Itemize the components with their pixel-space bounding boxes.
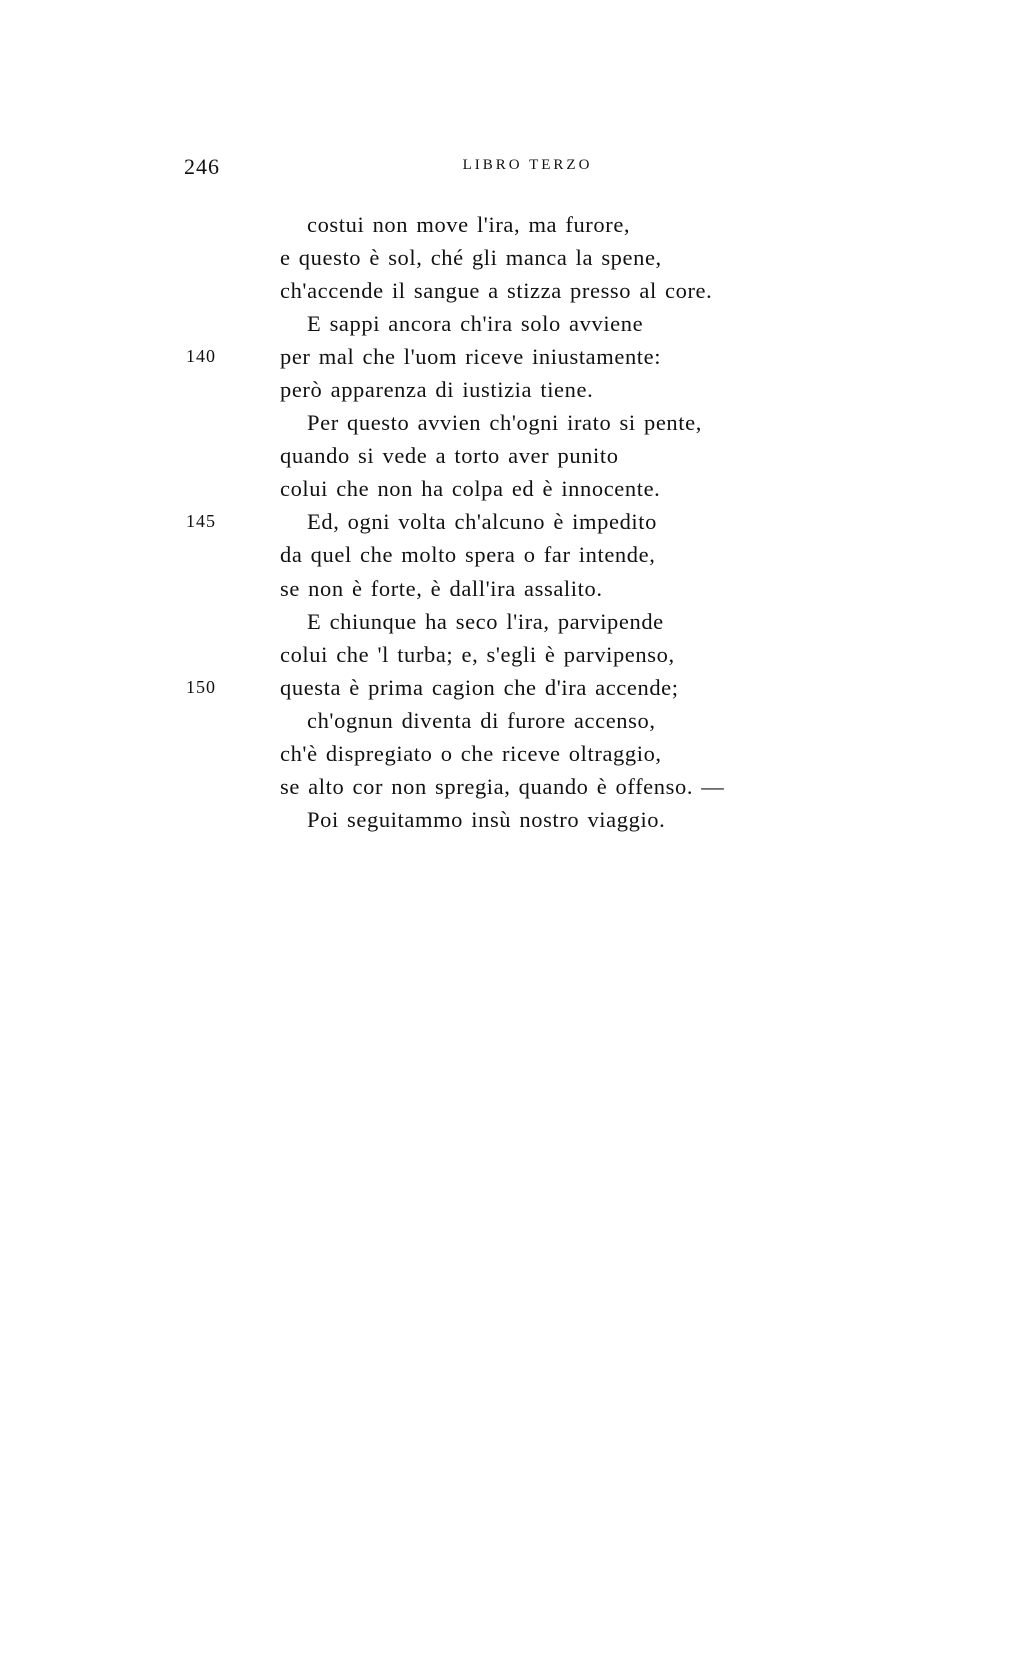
verse-line [0, 241, 1025, 274]
verse-text: quando si vede a torto aver punito [280, 443, 619, 469]
verse-text: ch'è dispregiato o che riceve oltraggio, [280, 740, 662, 766]
line-number: 145 [186, 511, 216, 532]
verse-text: ch'accende il sangue a stizza presso al core. [280, 278, 713, 304]
verse-line [0, 373, 1025, 406]
verse-line [0, 737, 1025, 770]
page-number: 246 [184, 154, 220, 179]
verse-line [0, 406, 1025, 439]
verse-line [0, 274, 1025, 307]
verse-line [0, 439, 1025, 472]
verse-line [0, 538, 1025, 571]
verse-line [0, 340, 1025, 373]
line-number: 140 [186, 346, 216, 367]
poem-body [0, 208, 1025, 836]
verse-text: Poi seguitammo insù nostro viaggio. [307, 806, 666, 832]
verse-text: E sappi ancora ch'ira solo avviene [307, 311, 644, 337]
verse-text: costui non move l'ira, ma furore, [307, 212, 631, 237]
verse-text: però apparenza di iustizia tiene. [280, 377, 594, 403]
line-number: 150 [186, 676, 216, 697]
verse-text: per mal che l'uom riceve iniustamente: [280, 344, 662, 370]
verse-line [0, 803, 1025, 836]
verse-text: e questo è sol, ché gli manca la spene, [280, 245, 662, 271]
verse-text: colui che non ha colpa ed è innocente. [280, 476, 661, 502]
verse-text: se alto cor non spregia, quando è offenso. — [280, 773, 725, 799]
verse-text: ch'ognun diventa di furore accenso, [307, 707, 656, 733]
verse-text: questa è prima cagion che d'ira accende; [280, 674, 679, 700]
verse-text: E chiunque ha seco l'ira, parvipende [307, 608, 664, 634]
verse-text: se non è forte, è dall'ira assalito. [280, 575, 603, 601]
verse-line [0, 704, 1025, 737]
verse-line [0, 472, 1025, 505]
verse-text: Per questo avvien ch'ogni irato si pente, [307, 410, 702, 436]
verse-line [0, 505, 1025, 538]
verse-line [0, 208, 1025, 241]
verse-text: colui che 'l turba; e, s'egli è parvipenso, [280, 641, 675, 667]
verse-line [0, 770, 1025, 803]
running-head: LIBRO TERZO [462, 157, 593, 173]
verse-line [0, 572, 1025, 605]
verse-line [0, 638, 1025, 671]
verse-line [0, 671, 1025, 704]
verse-line [0, 307, 1025, 340]
verse-line [0, 605, 1025, 638]
verse-text: da quel che molto spera o far intende, [280, 542, 656, 568]
verse-text: Ed, ogni volta ch'alcuno è impedito [307, 509, 657, 535]
